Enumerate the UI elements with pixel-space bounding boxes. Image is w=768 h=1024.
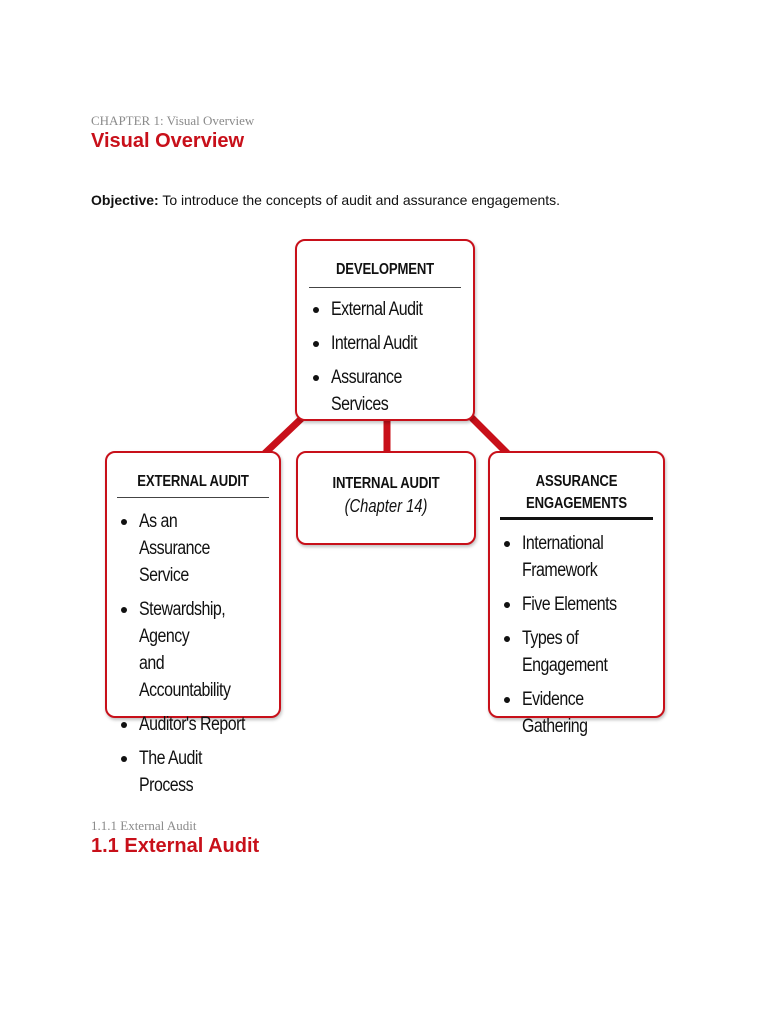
section-breadcrumb: 1.1.1 External Audit [91,818,197,833]
assurance-engagements-box [488,451,665,737]
development-list [309,296,461,418]
objective-text: To introduce the concepts of audit and assurance engagements. [158,192,561,208]
list-item: International Framework [500,530,653,584]
list-item: Stewardship, Agency and Accountability [117,596,269,704]
internal-audit-title: INTERNAL AUDIT [332,475,440,492]
assurance-title-line2: ENGAGEMENTS [526,495,627,512]
external-audit-box [105,451,281,796]
list-item: External Audit [309,296,461,323]
list-item: Five Elements [500,591,653,618]
list-item: Auditor's Report [117,711,269,738]
list-item: Evidence Gathering [500,686,653,740]
external-audit-rule [117,497,269,498]
external-audit-list [117,508,269,799]
internal-audit-subtitle: (Chapter 14) [344,496,428,516]
page-title: Visual Overview [91,130,245,152]
external-audit-title: EXTERNAL AUDIT [137,473,249,490]
section-title: 1.1 External Audit [91,835,260,857]
development-title: DEVELOPMENT [335,261,435,278]
list-item: Types of Engagement [500,625,653,679]
list-item: The Audit Process [117,745,269,799]
list-item: Assurance Services [309,364,461,418]
assurance-list [500,530,653,740]
internal-audit-box [296,451,476,545]
development-box [295,239,475,421]
assurance-title-line1: ASSURANCE [535,473,618,490]
chapter-breadcrumb: CHAPTER 1: Visual Overview [91,113,255,128]
list-item: Internal Audit [309,330,461,357]
list-item: As an Assurance Service [117,508,269,589]
development-rule [309,287,461,288]
objective-label: Objective: [91,192,159,208]
assurance-rule [500,517,653,520]
